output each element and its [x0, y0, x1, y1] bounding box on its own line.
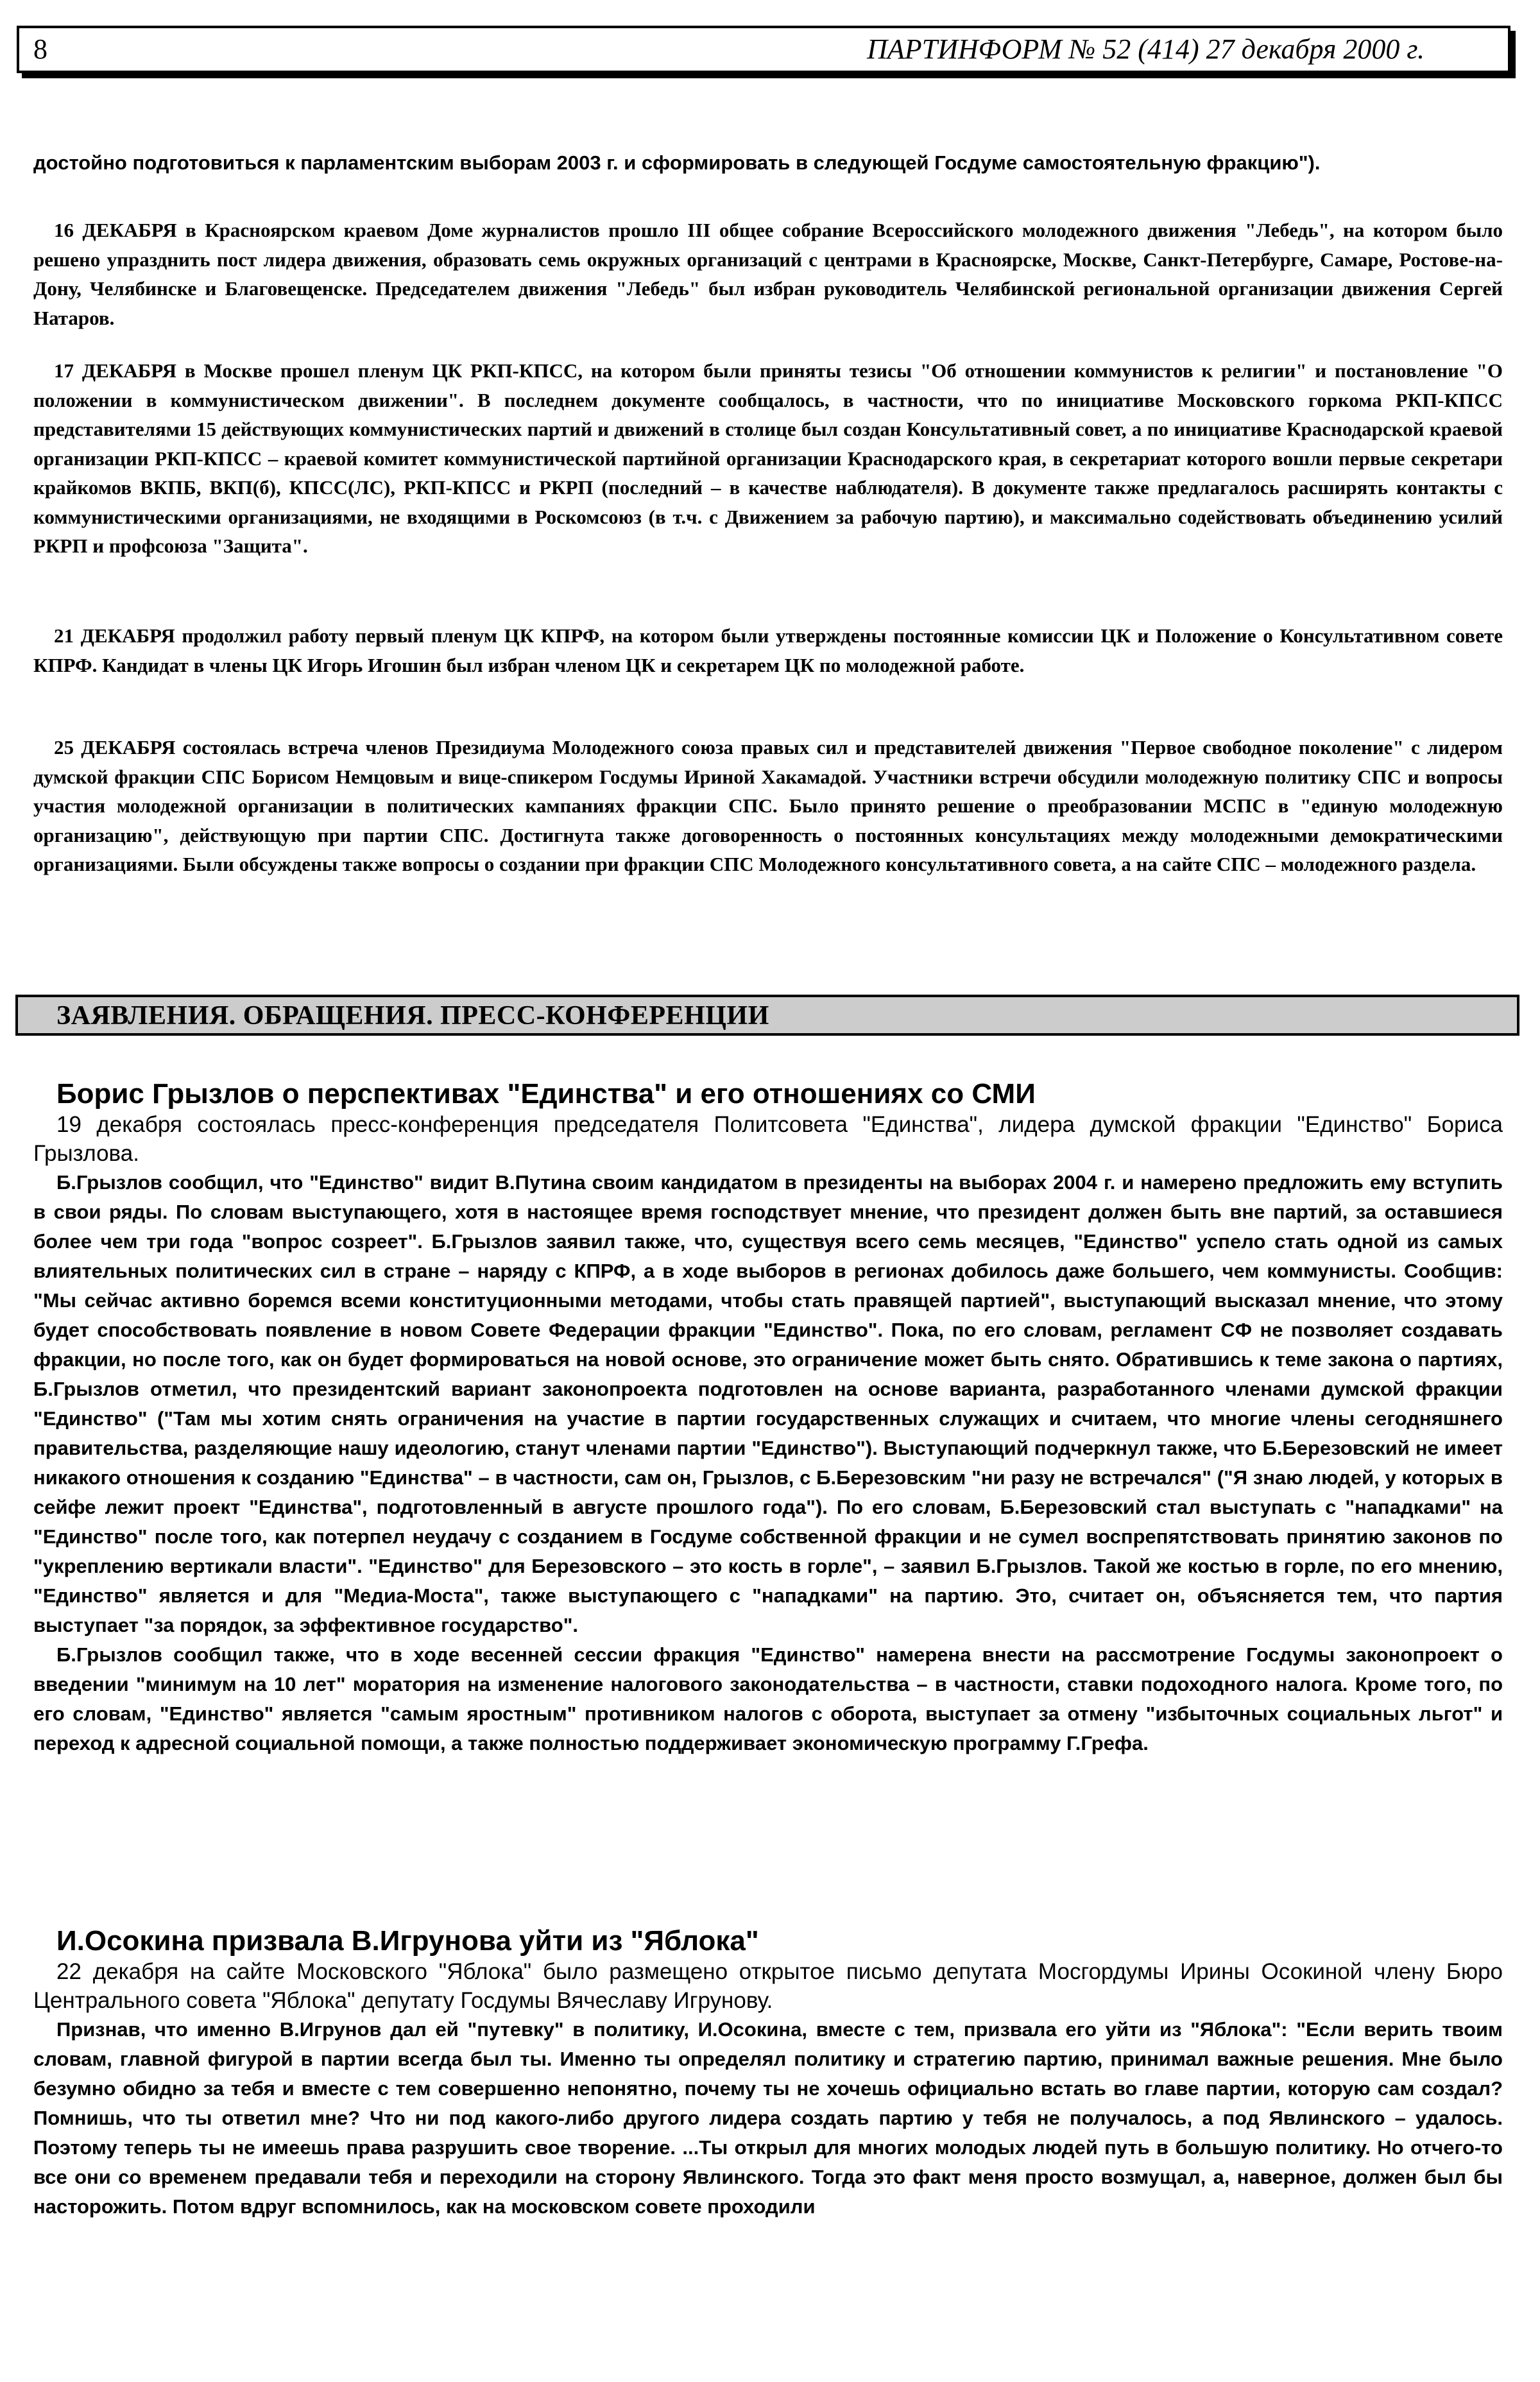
issue-title: ПАРТИНФОРМ № 52 (414) 27 декабря 2000 г. [867, 33, 1425, 65]
article-headline: Борис Грызлов о перспективах "Единства" и его отношениях со СМИ [56, 1078, 1036, 1110]
article-paragraph: Признав, что именно В.Игрунов дал ей "путевку" в политику, И.Осокина, вместе с тем, призвала его уйти из "Яблока": "Если верить твоим словам, главной фигурой в партии всегда был ты. Именно ты определял политику и стратегию партию, принимал важные решения. Мне было безумно обидно за тебя и вместе с тем совершенно непонятно, почему ты не хочешь официально встать во главе партии, которую сам создал? Помнишь, что ты ответил мне? Что ни под какого-либо другого лидера создать партию у тебя не получалось, а под Явлинского – удалось. Поэтому теперь ты не имеешь права разрушить свое творение. ...Ты открыл для многих молодых людей путь в большую политику. Но отчего-то все они со временем предавали тебя и переходили на сторону Явлинского. Тогда это факт меня просто возмущал, а, наверное, должен был бы насторожить. Потом вдруг вспомнилось, как на московском совете проходили [33, 2018, 1503, 2218]
continuation-text: достойно подготовиться к парламентским выборам 2003 г. и сформировать в следующей Госдуме самостоятельную фракцию"). [33, 151, 1321, 174]
chronicle-item: 17 ДЕКАБРЯ в Москве прошел пленум ЦК РКП-КПСС, на котором были приняты тезисы "Об отношении коммунистов к религии" и постановление "О положении в коммунистическом движении". В последнем документе сообщалось, в частности, что по инициативе Московского горкома РКП-КПСС представителями 15 действующих коммунистических партий и движений в столице был создан Консультативный совет, а по инициативе Краснодарской краевой организации РКП-КПСС – краевой комитет коммунистической партийной организации Краснодарского края, в секретариат которого вошли первые секретари крайкомов ВКПБ, ВКП(б), КПСС(ЛС), РКП-КПСС и РКРП (последний – в качестве наблюдателя). В документе также предлагалось расширять контакты с коммунистическими организациями, не входящими в Роскомсоюз (в т.ч. с Движением за рабочую партию), и максимально содействовать объединению усилий РКРП и профсоюза "Защита". [33, 359, 1503, 557]
article-lead: 22 декабря на сайте Московского "Яблока" было размещено открытое письмо депутата Мосгордумы Ирины Осокиной члену Бюро Центрального совета "Яблока" депутату Госдумы Вячеславу Игрунову. [33, 1959, 1503, 2013]
page-number: 8 [33, 33, 47, 65]
section-header [15, 995, 1519, 1036]
chronicle-item: 25 ДЕКАБРЯ состоялась встреча членов Президиума Молодежного союза правых сил и представителей движения "Первое свободное поколение" с лидером думской фракции СПС Борисом Немцовым и вице-спикером Госдумы Ириной Хакамадой. Участники встречи обсудили молодежную политику СПС и вопросы участия молодежной организации в политических кампаниях фракции СПС. Было принято решение о преобразовании МСПС в "единую молодежную организацию", действующую при партии СПС. Достигнута также договоренность о постоянных консультациях между молодежными демократическими организациями. Были обсуждены также вопросы о создании при фракции СПС Молодежного консультативного совета, а на сайте СПС – молодежного раздела. [33, 736, 1503, 875]
article-osokina [33, 1925, 1503, 2222]
article-headline: И.Осокина призвала В.Игрунова уйти из "Яблока" [56, 1925, 759, 1957]
article-paragraph: Б.Грызлов сообщил также, что в ходе весенней сессии фракция "Единство" намерена внести на рассмотрение Госдумы законопроект о введении "минимум на 10 лет" моратория на изменение налогового законодательства – в частности, ставки подоходного налога. Кроме того, по его словам, "Единство" является "самым яростным" противником налогов с оборота, выступает за отмену "избыточных социальных льгот" и переход к адресной социальной помощи, а также полностью поддерживает экономическую программу Г.Грефа. [33, 1643, 1503, 1754]
chronicle-item: 16 ДЕКАБРЯ в Красноярском краевом Доме журналистов прошло III общее собрание Всероссийского молодежного движения "Лебедь", на котором было решено упразднить пост лидера движения, образовать семь окружных организаций с центрами в Красноярске, Москве, Санкт-Петербурге, Самаре, Ростове-на-Дону, Челябинске и Благовещенске. Председателем движения "Лебедь" был избран руководитель Челябинской региональной организации движения Сергей Натаров. [33, 219, 1503, 329]
section-title: ЗАЯВЛЕНИЯ. ОБРАЩЕНИЯ. ПРЕСС-КОНФЕРЕНЦИИ [56, 1001, 769, 1031]
article-gryzlov [33, 1078, 1503, 1758]
article-lead: 19 декабря состоялась пресс-конференция председателя Политсовета "Единства", лидера думской фракции "Единство" Бориса Грызлова. [33, 1112, 1503, 1166]
chronicle-item: 21 ДЕКАБРЯ продолжил работу первый пленум ЦК КПРФ, на котором были утверждены постоянные комиссии ЦК и Положение о Консультативном совете КПРФ. Кандидат в члены ЦК Игорь Игошин был избран членом ЦК и секретарем ЦК по молодежной работе. [33, 624, 1503, 676]
page-header [17, 26, 1510, 73]
article-paragraph: Б.Грызлов сообщил, что "Единство" видит В.Путина своим кандидатом в президенты на выборах 2004 г. и намерено предложить ему вступить в свои ряды. По словам выступающего, хотя в настоящее время господствует мнение, что президент должен быть вне партий, за оставшиеся более чем три года "вопрос созреет". Б.Грызлов заявил также, что, существуя всего семь месяцев, "Единство" успело стать одной из самых влиятельных политических сил в стране – наряду с КПРФ, а в ходе выборов в регионах добилось даже большего, чем коммунисты. Сообщив: "Мы сейчас активно боремся всеми конституционными методами, чтобы стать правящей партией", выступающий высказал мнение, что этому будет способствовать появление в новом Совете Федерации фракции "Единство". Пока, по его словам, регламент СФ не позволяет создавать фракции, но после того, как он будет формироваться на новой основе, это ограничение может быть снято. Обратившись к теме закона о партиях, Б.Грызлов отметил, что президентский вариант законопроекта подготовлен на основе варианта, разработанного членами думской фракции "Единство" ("Там мы хотим снять ограничения на участие в партии государственных служащих и считаем, что многие члены сегодняшнего правительства, разделяющие нашу идеологию, станут членами партии "Единство"). Выступающий подчеркнул также, что Б.Березовский не имеет никакого отношения к созданию "Единства" – в частности, сам он, Грызлов, с Б.Березовским "ни разу не встречался" ("Я знаю людей, у которых в сейфе лежит проект "Единства", подготовленный в августе прошлого года"). По его словам, Б.Березовский стал выступать с "нападками" на "Единство" после того, как потерпел неудачу с созданием в Госдуме собственной фракции и не сумел воспрепятствовать принятию законов по "укреплению вертикали власти". "Единство" для Березовского – это кость в горле", – заявил Б.Грызлов. Такой же костью в горле, по его мнению, "Единство" является и для "Медиа-Моста", также выступающего с "нападками" на партию. Это, считает он, объясняется тем, что партия выступает "за порядок, за эффективное государство". [33, 1171, 1503, 1636]
